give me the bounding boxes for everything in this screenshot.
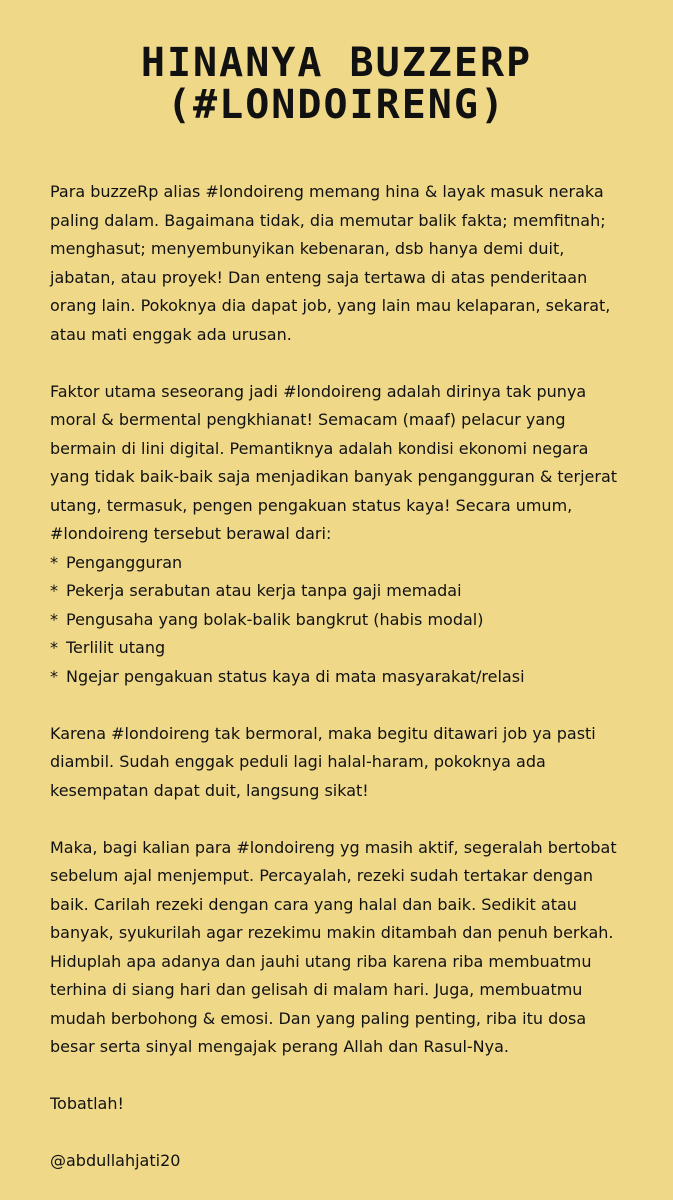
bullet-marker: * (50, 609, 58, 629)
list-item (50, 549, 623, 578)
list-item-text: Pekerja serabutan atau kerja tanpa gaji memadai (66, 581, 462, 600)
list-item (50, 634, 623, 663)
paragraph-4: Maka, bagi kalian para #londoireng yg masih aktif, segeralah bertobat sebelum ajal menjemput. Percayalah, rezeki sudah tertakar dengan baik. Carilah rezeki dengan cara yang halal dan baik. Sedikit atau banyak, syukurilah agar rezekimu makin ditambah dan penuh berkah. Hiduplah apa adanya dan jauhi utang riba karena riba membuatmu terhina di siang hari dan gelisah di malam hari. Juga, membuatmu mudah berbohong & emosi. Dan yang paling penting, riba itu dosa besar serta sinyal mengajak perang Allah dan Rasul-Nya. (50, 837, 617, 1056)
list-item-text: Ngejar pengakuan status kaya di mata masyarakat/relasi (66, 666, 525, 686)
title-line-1: HINANYA BUZZERP (140, 40, 533, 86)
origin-list (50, 549, 623, 692)
list-item (50, 606, 623, 635)
list-item (50, 577, 623, 606)
list-item (50, 663, 623, 692)
author-handle: @abdullahjati20 (50, 1151, 181, 1170)
bullet-marker: * (50, 581, 58, 600)
list-item-text: Terlilit utang (66, 638, 166, 657)
title-line-2: (#LONDOIRENG) (166, 82, 507, 128)
list-item-text: Pengusaha yang bolak-balik bangkrut (habis modal) (66, 609, 484, 629)
bullet-marker: * (50, 552, 58, 572)
bullet-marker: * (50, 638, 58, 657)
paragraph-1: Para buzzeRp alias #londoireng memang hina & layak masuk neraka paling dalam. Bagaimana tidak, dia memutar balik fakta; memfitnah; menghasut; menyembunyikan kebenaran, dsb hanya demi duit, jabatan, atau proyek! Dan enteng saja tertawa di atas penderitaan orang lain. Pokoknya dia dapat job, yang lain mau kelaparan, sekarat, atau mati enggak ada urusan. (50, 182, 611, 344)
closing-text: Tobatlah! (50, 1094, 124, 1113)
page-title (50, 0, 623, 126)
paragraph-3: Karena #londoireng tak bermoral, maka begitu ditawari job ya pasti diambil. Sudah enggak peduli lagi halal-haram, pokoknya ada kesempatan dapat duit, langsung sikat! (50, 723, 596, 800)
list-item-text: Pengangguran (66, 552, 183, 572)
paragraph-2: Faktor utama seseorang jadi #londoireng adalah dirinya tak punya moral & bermental pengkhianat! Semacam (maaf) pelacur yang bermain di lini digital. Pemantiknya adalah kondisi ekonomi negara yang tidak baik-baik saja menjadikan banyak pengangguran & terjerat utang, termasuk, pengen pengakuan status kaya! Secara umum, #londoireng tersebut berawal dari: (50, 381, 618, 543)
bullet-marker: * (50, 666, 58, 686)
article-body (50, 178, 623, 1176)
